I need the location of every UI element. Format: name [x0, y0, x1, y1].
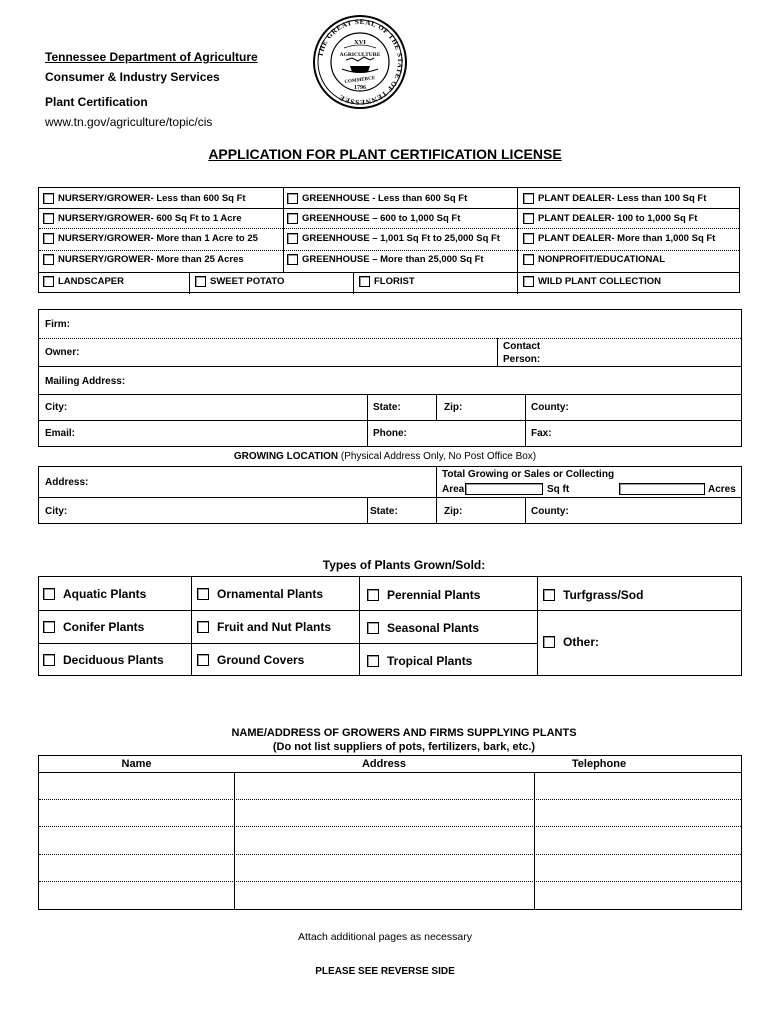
growing-address-field[interactable]: Address: — [45, 477, 89, 488]
checkbox[interactable] — [287, 193, 298, 204]
form-title: APPLICATION FOR PLANT CERTIFICATION LICENSE — [208, 146, 562, 162]
license-option[interactable]: GREENHOUSE – 1,001 Sq Ft to 25,000 Sq Ft — [287, 233, 500, 244]
plant-perennial[interactable]: Perennial Plants — [367, 588, 480, 602]
checkbox[interactable] — [367, 589, 379, 601]
checkbox[interactable] — [43, 233, 54, 244]
svg-text:XVI: XVI — [354, 39, 366, 46]
city-field[interactable]: City: — [45, 402, 68, 413]
column-header-address: Address — [361, 758, 407, 770]
state-seal-logo — [312, 14, 408, 110]
checkbox[interactable] — [287, 254, 298, 265]
plant-conifer[interactable]: Conifer Plants — [43, 620, 144, 634]
checkbox[interactable] — [197, 654, 209, 666]
program-name: Plant Certification — [45, 95, 148, 109]
license-option[interactable]: NONPROFIT/EDUCATIONAL — [523, 254, 665, 265]
growing-location-heading: GROWING LOCATION (Physical Address Only, No Post Office Box) — [233, 451, 537, 462]
suppliers-table — [38, 755, 742, 910]
checkbox[interactable] — [43, 276, 54, 287]
plant-types-title: Types of Plants Grown/Sold: — [322, 558, 486, 572]
license-option[interactable]: NURSERY/GROWER- 600 Sq Ft to 1 Acre — [43, 213, 242, 224]
plant-types-grid — [38, 576, 742, 676]
checkbox[interactable] — [543, 636, 555, 648]
license-option[interactable]: NURSERY/GROWER- Less than 600 Sq Ft — [43, 193, 246, 204]
svg-text:COMMERCE: COMMERCE — [344, 75, 376, 86]
checkbox[interactable] — [287, 213, 298, 224]
table-row[interactable] — [39, 799, 741, 800]
checkbox[interactable] — [197, 588, 209, 600]
svg-text:1796: 1796 — [354, 85, 366, 91]
checkbox[interactable] — [523, 254, 534, 265]
reverse-side-note: PLEASE SEE REVERSE SIDE — [315, 966, 455, 977]
plant-turfgrass[interactable]: Turfgrass/Sod — [543, 588, 643, 602]
total-area-label: Total Growing or Sales or Collecting — [442, 469, 615, 480]
table-row[interactable] — [39, 826, 741, 827]
checkbox[interactable] — [43, 654, 55, 666]
table-row[interactable] — [39, 881, 741, 882]
suppliers-title: NAME/ADDRESS OF GROWERS AND FIRMS SUPPLYING PLANTS — [231, 727, 577, 739]
contact-person-field[interactable]: Contact Person: — [503, 341, 541, 365]
plant-seasonal[interactable]: Seasonal Plants — [367, 621, 479, 635]
applicant-info-form — [38, 309, 742, 447]
email-field[interactable]: Email: — [45, 428, 76, 439]
checkbox[interactable] — [359, 276, 370, 287]
checkbox[interactable] — [523, 193, 534, 204]
checkbox[interactable] — [43, 621, 55, 633]
checkbox[interactable] — [523, 276, 534, 287]
checkbox[interactable] — [287, 233, 298, 244]
plant-fruit-nut[interactable]: Fruit and Nut Plants — [197, 620, 331, 634]
division-name: Consumer & Industry Services — [45, 70, 220, 84]
license-option[interactable]: PLANT DEALER- More than 1,000 Sq Ft — [523, 233, 715, 244]
attach-note: Attach additional pages as necessary — [298, 931, 472, 943]
checkbox[interactable] — [43, 588, 55, 600]
checkbox[interactable] — [367, 622, 379, 634]
checkbox[interactable] — [43, 193, 54, 204]
license-option[interactable]: NURSERY/GROWER- More than 25 Acres — [43, 254, 244, 265]
checkbox[interactable] — [195, 276, 206, 287]
license-option[interactable]: GREENHOUSE – More than 25,000 Sq Ft — [287, 254, 484, 265]
license-option[interactable]: PLANT DEALER- Less than 100 Sq Ft — [523, 193, 706, 204]
growing-city-field[interactable]: City: — [45, 506, 68, 517]
growing-state-field[interactable]: State: — [370, 506, 398, 517]
mailing-address-field[interactable]: Mailing Address: — [45, 376, 126, 387]
zip-field[interactable]: Zip: — [444, 402, 463, 413]
checkbox[interactable] — [523, 213, 534, 224]
svg-text:AGRICULTURE: AGRICULTURE — [339, 52, 381, 58]
license-option[interactable]: GREENHOUSE – 600 to 1,000 Sq Ft — [287, 213, 460, 224]
checkbox[interactable] — [543, 589, 555, 601]
phone-field[interactable]: Phone: — [373, 428, 407, 439]
program-url: www.tn.gov/agriculture/topic/cis — [45, 115, 213, 129]
license-option[interactable]: NURSERY/GROWER- More than 1 Acre to 25 — [43, 233, 258, 244]
license-option-sweet-potato[interactable]: SWEET POTATO — [195, 276, 284, 287]
plant-ground-covers[interactable]: Ground Covers — [197, 653, 304, 667]
area-label: Area — [442, 484, 465, 495]
column-header-telephone: Telephone — [571, 758, 627, 770]
checkbox[interactable] — [367, 655, 379, 667]
checkbox[interactable] — [43, 254, 54, 265]
license-option[interactable]: PLANT DEALER- 100 to 1,000 Sq Ft — [523, 213, 697, 224]
plant-other[interactable]: Other: — [543, 635, 599, 649]
column-header-name: Name — [121, 758, 152, 770]
plant-deciduous[interactable]: Deciduous Plants — [43, 653, 164, 667]
owner-field[interactable]: Owner: — [45, 347, 80, 358]
growing-zip-field[interactable]: Zip: — [444, 506, 463, 517]
plant-aquatic[interactable]: Aquatic Plants — [43, 587, 146, 601]
county-field[interactable]: County: — [531, 402, 569, 413]
checkbox[interactable] — [43, 213, 54, 224]
area-acres-input[interactable] — [619, 483, 705, 495]
plant-tropical[interactable]: Tropical Plants — [367, 654, 472, 668]
sqft-label: Sq ft — [547, 484, 570, 495]
firm-field[interactable]: Firm: — [45, 319, 70, 330]
license-option-wild-plant[interactable]: WILD PLANT COLLECTION — [523, 276, 661, 287]
growing-county-field[interactable]: County: — [531, 506, 569, 517]
checkbox[interactable] — [197, 621, 209, 633]
fax-field[interactable]: Fax: — [531, 428, 552, 439]
growing-location-form — [38, 466, 742, 524]
department-name: Tennessee Department of Agriculture — [45, 50, 258, 64]
svg-text:THE GREAT SEAL OF THE STATE OF: THE GREAT SEAL OF THE STATE OF TENNESSEE — [316, 17, 405, 107]
license-option-landscaper[interactable]: LANDSCAPER — [43, 276, 124, 287]
plant-ornamental[interactable]: Ornamental Plants — [197, 587, 323, 601]
table-row[interactable] — [39, 854, 741, 855]
license-option-florist[interactable]: FLORIST — [359, 276, 415, 287]
state-field[interactable]: State: — [373, 402, 401, 413]
suppliers-subtitle: (Do not list suppliers of pots, fertilizers, bark, etc.) — [272, 741, 536, 753]
license-option[interactable]: GREENHOUSE - Less than 600 Sq Ft — [287, 193, 467, 204]
area-sqft-input[interactable] — [465, 483, 543, 495]
checkbox[interactable] — [523, 233, 534, 244]
acres-label: Acres — [708, 484, 736, 495]
license-type-grid — [38, 187, 740, 293]
